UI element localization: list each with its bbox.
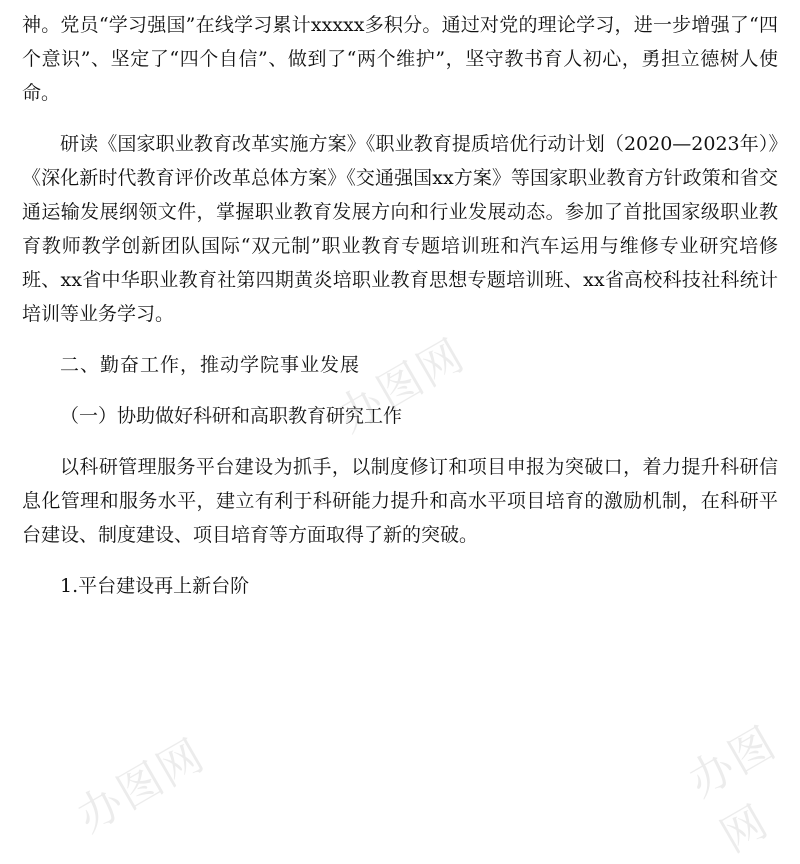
watermark-logo: 办图网 [68, 729, 214, 843]
paragraph-research-management: 以科研管理服务平台建设为抓手，以制度修订和项目申报为突破口，着力提升科研信息化管理和服务水平，建立有利于科研能力提升和高水平项目培育的激励机制，在科研平台建设、制度建设、项目培育等方面取得了新的突破。 [22, 456, 778, 546]
paragraph-party-study: 神。党员“学习强国”在线学习累计xxxxx多积分。通过对党的理论学习，进一步增强了“四个意识”、坚定了“四个自信”、做到了“两个维护”，坚守教书育人初心，勇担立德树人使命。 [22, 14, 778, 104]
numbered-item-platform: 1.平台建设再上新台阶 [60, 575, 250, 597]
watermark-logo: 办图网 [680, 717, 786, 863]
sub-heading: （一）协助做好科研和高职教育研究工作 [60, 405, 403, 427]
watermark-logo: 办图网 [328, 329, 474, 443]
section-heading: 二、勤奋工作，推动学院事业发展 [60, 354, 361, 376]
paragraph-policy-study: 研读《国家职业教育改革实施方案》《职业教育提质培优行动计划（2020—2023年）》《深化新时代教育评价改革总体方案》《交通强国xx方案》等国家职业教育方针政策和省交通运输发展纲领文件，掌握职业教育发展方向和行业发展动态。参加了首批国家级职业教育教师教学创新团队国际“双元制”职业教育专题培训班和汽车运用与维修专业研究培修班、xx省中华职业教育社第四期黄炎培职业教育思想专题培训班、xx省高校科技社科统计培训等业务学习。 [22, 133, 778, 325]
